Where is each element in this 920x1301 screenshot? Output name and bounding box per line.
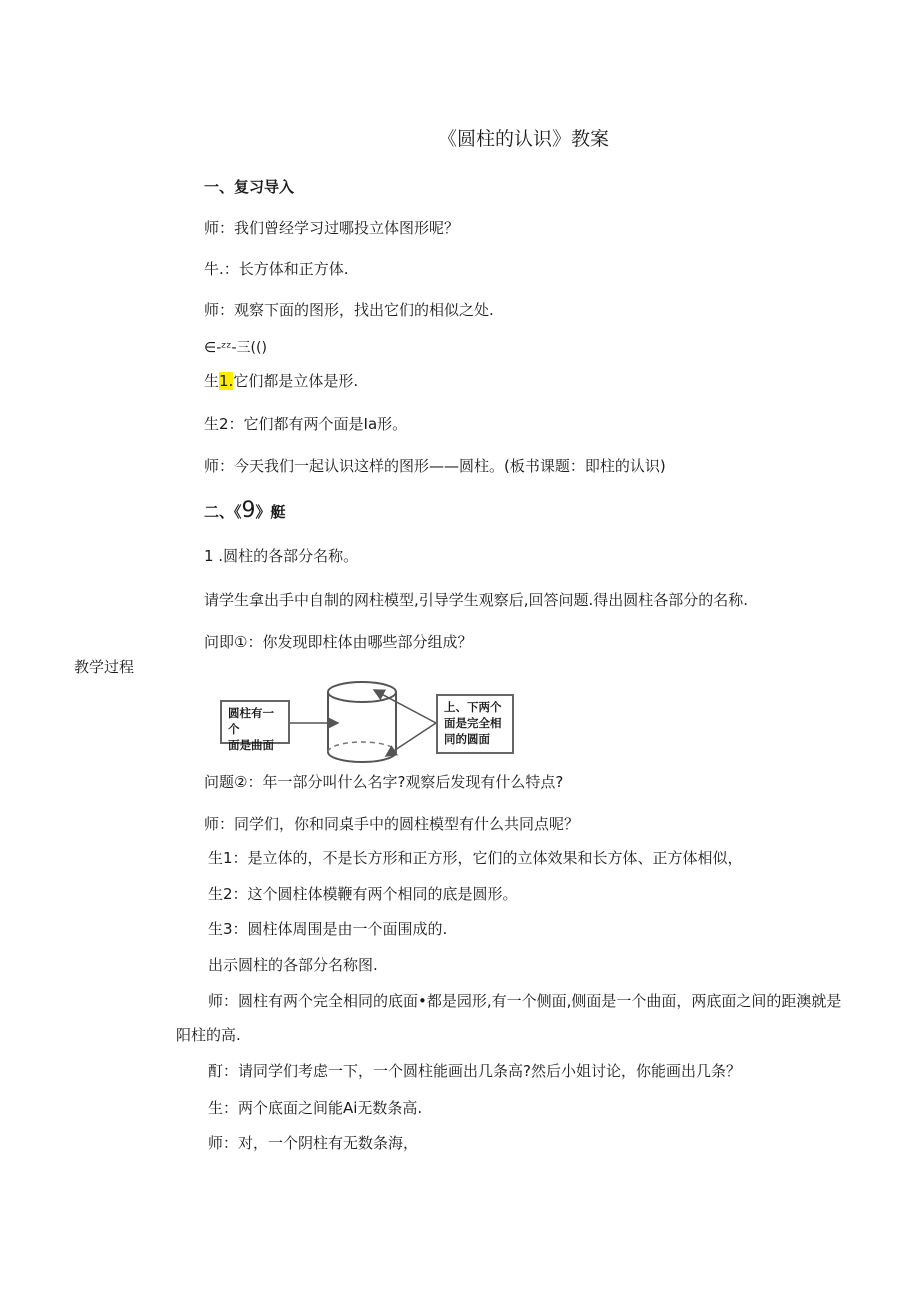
text-line: 师：对，一个阴柱有无数条海， (208, 1134, 419, 1152)
cylinder-diagram (214, 676, 520, 768)
text-line: 师：观察下面的图形，找出它们的相似之处. (204, 301, 494, 319)
text-line: 出示圆柱的各部分名称图. (208, 956, 378, 974)
text-line: 问即①：你发现即柱体由哪些部分组成？ (204, 633, 473, 651)
text-line: 师：圆柱有两个完全相同的底面•都是园形,有一个侧面,侧面是一个曲面，两底面之间的距澳就是 (208, 992, 842, 1010)
text-line: 生3：圆柱体周围是由一个面围成的. (208, 920, 448, 938)
heading-big: 9 (241, 498, 256, 523)
section-heading-1: 一、复习导入 (204, 178, 295, 196)
text-line: 酊：请同学们考虑一下，一个圆柱能画出几条高?然后小姐讨论，你能画出几条？ (208, 1062, 741, 1080)
box-line: 面是完全相 (444, 716, 502, 730)
text-line: 师：我们曾经学习过哪投立体图形呢？ (204, 219, 460, 237)
text-line: 牛.：长方体和正方体. (204, 260, 349, 278)
text-line: 生2：这个圆柱体模鞭有两个相同的底是圆形。 (208, 885, 518, 903)
text-line: 1 .圆柱的各部分名称。 (204, 547, 359, 565)
box-line: 面是曲面 (228, 738, 274, 752)
curved-surface-label (220, 700, 290, 752)
text-line: 师：同学们，你和同桌手中的圆柱模型有什么共同点呢？ (204, 815, 580, 833)
text-line: 生2：它们都有两个面是Ia形。 (204, 415, 408, 433)
text-line: 问题②：年一部分叫什么名字?观察后发现有什么特点? (204, 773, 564, 791)
text-line: 请学生拿出手中自制的网柱模型,引导学生观察后,回答问题.得出圆柱各部分的名称. (204, 591, 749, 609)
text-line: 生：两个底面之间能Ai无数条高. (208, 1099, 423, 1117)
text-line: 师：今天我们一起认识这样的图形——圆柱。(板书课题：即柱的认识) (204, 457, 666, 475)
section-heading-2 (204, 498, 286, 523)
side-label: 教学过程 (74, 658, 135, 676)
speaker-prefix: 生 (204, 372, 220, 390)
highlight-mark: 1. (219, 372, 234, 390)
document-title: 《圆柱的认识》教案 (438, 128, 610, 150)
text-line: 生1：是立体的，不是长方形和正方形，它们的立体效果和长方体、正方体相似， (208, 849, 743, 867)
base-faces-label (436, 694, 514, 754)
text-line-highlight (204, 371, 358, 391)
box-line: 圆柱有一个 (228, 706, 274, 736)
box-line: 上、下两个 (444, 700, 502, 714)
text-line: 阳柱的高. (176, 1026, 241, 1044)
garbled-line: ∈-ᶻᶻ-三(() (204, 340, 267, 356)
heading-part: 二、《 (204, 503, 242, 521)
text-rest: 它们都是立体是形. (233, 372, 359, 390)
heading-part: 》艇 (255, 503, 286, 521)
box-line: 同的圆面 (444, 732, 490, 746)
